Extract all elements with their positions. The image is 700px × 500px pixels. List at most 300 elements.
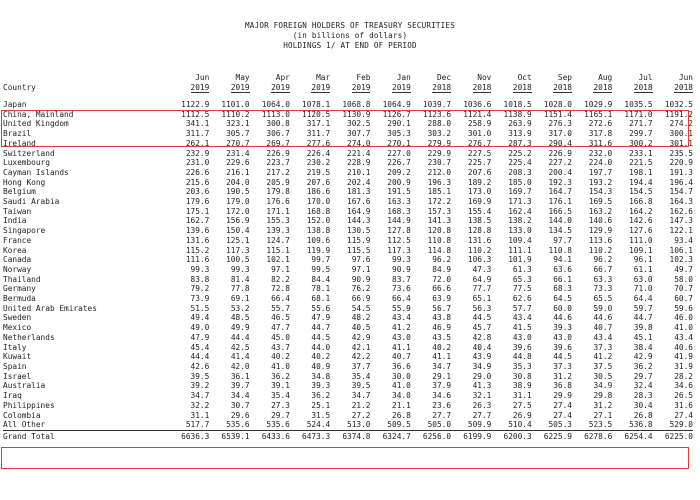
holding-value: 279.9 — [427, 138, 452, 148]
holding-value: 36.6 — [392, 361, 411, 371]
holding-value: 271.7 — [629, 119, 653, 129]
holding-value: 138.5 — [467, 216, 492, 226]
country-name: United Arab Emirates — [3, 303, 97, 313]
holding-value: 35.4 — [271, 391, 290, 401]
holding-value: 277.6 — [306, 138, 331, 148]
table-row — [3, 197, 693, 207]
holding-value: 59.6 — [674, 303, 693, 313]
holding-value: 44.5 — [553, 352, 572, 362]
year-header — [250, 83, 290, 93]
holding-value: 61.3 — [512, 264, 532, 274]
holding-value: 31.1 — [512, 391, 532, 401]
table-row — [3, 313, 693, 323]
holding-value: 209.2 — [387, 167, 411, 177]
holding-value: 509.5 — [387, 420, 411, 430]
holding-value: 230.7 — [427, 158, 452, 168]
holding-value: 39.8 — [633, 323, 653, 333]
holding-value: 172.2 — [427, 197, 452, 207]
holding-value: 64.4 — [633, 294, 653, 304]
holding-value: 96.2 — [593, 255, 613, 265]
table-row — [3, 139, 693, 149]
holding-value: 133.0 — [508, 226, 532, 236]
table-row — [3, 411, 693, 421]
holding-value: 163.2 — [588, 206, 613, 216]
country-name: Australia — [3, 381, 46, 391]
holding-value: 56.7 — [432, 303, 452, 313]
year-header — [653, 83, 693, 93]
holding-value: 175.1 — [185, 206, 210, 216]
table-row — [3, 294, 693, 304]
holding-value: 274.2 — [669, 119, 693, 129]
holding-value: 66.1 — [553, 274, 572, 284]
holding-value: 311.7 — [185, 129, 210, 139]
holding-value: 29.8 — [593, 391, 613, 401]
holding-value: 83.8 — [190, 274, 210, 284]
holding-value: 55.7 — [271, 303, 290, 313]
holding-value: 64.9 — [472, 274, 492, 284]
holding-value: 96.2 — [432, 255, 452, 265]
holding-value: 21.2 — [351, 400, 371, 410]
holding-value: 41.2 — [593, 352, 613, 362]
holding-value: 60.7 — [674, 294, 693, 304]
holding-value: 43.4 — [512, 313, 532, 323]
holding-value: 84.9 — [432, 264, 452, 274]
holding-value: 115.5 — [347, 245, 371, 255]
holding-value: 226.9 — [266, 148, 290, 158]
country-name: Bermuda — [3, 294, 36, 304]
holding-value: 44.8 — [512, 352, 532, 362]
holding-value: 41.0 — [271, 361, 290, 371]
holding-value: 6254.4 — [612, 430, 652, 442]
holding-value: 27.3 — [271, 400, 290, 410]
holding-value: 169.9 — [467, 197, 492, 207]
holding-value: 226.6 — [185, 167, 210, 177]
holding-value: 73.3 — [593, 284, 613, 294]
table-row — [3, 236, 693, 246]
country-name: Colombia — [3, 410, 41, 420]
month-header-row — [3, 73, 693, 83]
holding-value: 41.4 — [230, 352, 250, 362]
holding-value: 44.5 — [311, 332, 331, 342]
table-row — [3, 372, 693, 382]
holding-value: 40.4 — [472, 342, 492, 352]
holding-value: 290.4 — [548, 138, 572, 148]
holding-value: 171.3 — [508, 197, 532, 207]
holding-value: 229.9 — [427, 148, 452, 158]
holding-value: 1064.0 — [261, 100, 290, 109]
holding-value: 27.1 — [593, 410, 613, 420]
holding-value: 164.3 — [669, 197, 693, 207]
holding-value: 171.1 — [266, 206, 290, 216]
holding-value: 226.4 — [306, 148, 331, 158]
table-row — [3, 265, 693, 275]
holding-value: 155.3 — [266, 216, 290, 226]
holding-value: 147.3 — [669, 216, 693, 226]
country-name: Germany — [3, 284, 36, 294]
holding-value: 94.1 — [553, 255, 572, 265]
holding-value: 197.7 — [588, 167, 613, 177]
table-row — [3, 275, 693, 285]
holding-value: 26.5 — [674, 391, 693, 401]
holding-value: 41.0 — [392, 381, 411, 391]
holding-value: 27.5 — [512, 400, 532, 410]
holding-value: 198.1 — [629, 167, 653, 177]
holding-value: 42.0 — [230, 361, 250, 371]
holding-value: 141.3 — [427, 216, 452, 226]
month-header: Oct — [517, 73, 532, 82]
holding-value: 317.0 — [548, 129, 572, 139]
holding-value: 235.5 — [669, 148, 693, 158]
holding-value: 290.1 — [387, 119, 411, 129]
table-row — [3, 168, 693, 178]
holding-value: 6539.1 — [209, 430, 249, 442]
holding-value: 115.1 — [266, 245, 290, 255]
holding-value: 138.2 — [508, 216, 532, 226]
holding-value: 317.8 — [588, 129, 613, 139]
holding-value: 311.7 — [306, 129, 331, 139]
holding-value: 34.6 — [432, 391, 452, 401]
holding-value: 54.5 — [351, 303, 371, 313]
holding-value: 49.7 — [674, 264, 693, 274]
holding-value: 59.7 — [633, 303, 653, 313]
holding-value: 44.6 — [553, 313, 572, 323]
holding-value: 29.6 — [230, 410, 250, 420]
holding-value: 65.3 — [512, 274, 532, 284]
holding-value: 341.1 — [185, 119, 210, 129]
holding-value: 505.3 — [548, 420, 572, 430]
year-header — [290, 83, 330, 93]
holding-value: 113.6 — [588, 235, 613, 245]
holding-value: 32.4 — [633, 381, 653, 391]
holding-value: 40.9 — [311, 361, 331, 371]
holding-value: 190.5 — [226, 187, 250, 197]
holding-value: 300.1 — [669, 129, 693, 139]
country-name: Italy — [3, 342, 27, 352]
holding-value: 272.6 — [588, 119, 613, 129]
holding-value: 1028.0 — [543, 100, 572, 109]
holding-value: 34.9 — [472, 361, 492, 371]
holding-value: 212.0 — [427, 167, 452, 177]
grand-total-row — [3, 430, 693, 442]
holding-value: 168.3 — [387, 206, 411, 216]
holding-value: 276.7 — [467, 138, 492, 148]
holding-value: 53.2 — [230, 303, 250, 313]
holding-value: 6256.0 — [411, 430, 451, 442]
country-header-spacer — [3, 73, 169, 83]
holding-value: 155.4 — [467, 206, 492, 216]
holding-value: 225.4 — [508, 158, 532, 168]
holding-value: 42.6 — [190, 361, 210, 371]
year-header — [572, 83, 612, 93]
holding-value: 34.6 — [674, 381, 693, 391]
holding-value: 205.9 — [266, 177, 290, 187]
table-row — [3, 187, 693, 197]
holding-value: 35.3 — [512, 361, 532, 371]
country-name: Hong Kong — [3, 177, 46, 187]
country-name: Mexico — [3, 323, 32, 333]
holding-value: 210.1 — [347, 167, 371, 177]
holding-value: 77.5 — [512, 284, 532, 294]
year-header — [370, 83, 410, 93]
year-header-label: 2018 — [432, 83, 452, 92]
holding-value: 111.6 — [185, 255, 210, 265]
holding-value: 43.5 — [432, 332, 452, 342]
holding-value: 110.2 — [588, 245, 613, 255]
holding-value: 154.5 — [629, 187, 653, 197]
holding-value: 43.8 — [432, 313, 452, 323]
holding-value: 231.0 — [185, 158, 210, 168]
holding-value: 163.3 — [387, 197, 411, 207]
holding-value: 62.6 — [512, 294, 532, 304]
holding-value: 47.9 — [190, 332, 210, 342]
holding-value: 57.7 — [512, 303, 532, 313]
month-header: Apr — [275, 73, 290, 82]
holding-value: 42.9 — [351, 332, 371, 342]
holding-value: 300.8 — [266, 119, 290, 129]
holding-value: 39.5 — [351, 381, 371, 391]
holding-value: 21.1 — [392, 400, 411, 410]
year-header-label: 2019 — [190, 83, 210, 92]
country-name: Israel — [3, 371, 32, 381]
holding-value: 111.0 — [629, 235, 653, 245]
holding-value: 49.4 — [190, 313, 210, 323]
year-header-label: 2018 — [674, 83, 693, 92]
holding-value: 45.4 — [190, 342, 210, 352]
holding-value: 84.4 — [311, 274, 331, 284]
holding-value: 23.6 — [432, 400, 452, 410]
month-header: Dec — [436, 73, 452, 82]
holding-value: 102.3 — [669, 255, 693, 265]
holding-value: 30.5 — [593, 371, 613, 381]
holding-value: 73.6 — [392, 284, 411, 294]
holding-value: 226.9 — [548, 148, 572, 158]
holding-value: 200.9 — [387, 177, 411, 187]
holding-value: 1101.0 — [221, 100, 250, 109]
holding-value: 39.3 — [311, 381, 331, 391]
holding-value: 65.5 — [593, 294, 613, 304]
country-name: Canada — [3, 255, 32, 265]
month-header: Mar — [316, 73, 331, 82]
holdings-body — [3, 100, 693, 442]
holding-value: 1171.0 — [624, 109, 653, 119]
holding-value: 44.6 — [593, 313, 613, 323]
holding-value: 1138.9 — [503, 109, 532, 119]
holding-value: 227.2 — [548, 158, 572, 168]
holding-value: 185.1 — [427, 187, 452, 197]
holding-value: 69.1 — [230, 294, 250, 304]
holding-value: 39.3 — [553, 323, 572, 333]
table-row — [3, 362, 693, 372]
holding-value: 191.3 — [669, 167, 693, 177]
month-header: Aug — [598, 73, 613, 82]
country-name: Philippines — [3, 400, 55, 410]
holding-value: 47.3 — [472, 264, 492, 274]
holding-value: 6200.3 — [491, 430, 531, 442]
holding-value: 299.7 — [629, 129, 653, 139]
holding-value: 41.2 — [392, 323, 411, 333]
holding-value: 221.4 — [347, 148, 371, 158]
holding-value: 102.1 — [266, 255, 290, 265]
holding-value: 258.9 — [467, 119, 492, 129]
holding-value: 144.9 — [387, 216, 411, 226]
holding-value: 37.3 — [553, 361, 572, 371]
holding-value: 34.7 — [190, 391, 210, 401]
holding-value: 1036.6 — [463, 100, 492, 109]
holding-value: 122.1 — [669, 226, 693, 236]
holding-value: 63.9 — [432, 294, 452, 304]
holding-value: 66.4 — [392, 294, 411, 304]
holding-value: 45.1 — [633, 332, 653, 342]
country-name: Korea — [3, 245, 27, 255]
holding-value: 106.3 — [467, 255, 492, 265]
table-row — [3, 323, 693, 333]
holding-value: 39.2 — [190, 381, 210, 391]
holding-value: 27.7 — [432, 410, 452, 420]
holding-value: 32.1 — [472, 391, 492, 401]
holding-value: 43.4 — [674, 332, 693, 342]
holding-value: 1110.2 — [221, 109, 250, 119]
holding-value: 40.7 — [392, 352, 411, 362]
holding-value: 131.6 — [185, 235, 210, 245]
year-header — [532, 83, 572, 93]
holding-value: 313.9 — [508, 129, 532, 139]
holding-value: 169.7 — [508, 187, 532, 197]
holding-value: 157.3 — [427, 206, 452, 216]
holding-value: 46.5 — [271, 313, 290, 323]
holding-value: 99.3 — [190, 264, 210, 274]
holding-value: 276.3 — [548, 119, 572, 129]
holding-value: 34.8 — [311, 371, 331, 381]
holding-value: 217.2 — [266, 167, 290, 177]
country-name: Norway — [3, 264, 32, 274]
holding-value: 523.5 — [588, 420, 613, 430]
holding-value: 41.1 — [392, 342, 411, 352]
holding-value: 128.8 — [467, 226, 492, 236]
holding-value: 179.0 — [226, 197, 250, 207]
holding-value: 194.4 — [629, 177, 653, 187]
holding-value: 164.2 — [629, 206, 653, 216]
year-header — [209, 83, 249, 93]
country-name: Switzerland — [3, 148, 55, 158]
holding-value: 109.6 — [306, 235, 331, 245]
holding-value: 65.1 — [472, 294, 492, 304]
table-row — [3, 119, 693, 129]
holding-value: 1123.6 — [422, 109, 452, 119]
holding-value: 231.4 — [226, 148, 250, 158]
holding-value: 106.1 — [669, 245, 693, 255]
holding-value: 274.0 — [347, 138, 371, 148]
holding-value: 166.5 — [548, 206, 572, 216]
holding-value: 305.7 — [226, 129, 250, 139]
holding-value: 41.3 — [472, 381, 492, 391]
holding-value: 58.0 — [674, 274, 693, 284]
holding-value: 225.7 — [467, 158, 492, 168]
holding-value: 31.9 — [674, 361, 693, 371]
holding-value: 63.6 — [553, 264, 572, 274]
holding-value: 42.2 — [351, 352, 371, 362]
holding-value: 40.5 — [351, 323, 371, 333]
holding-value: 117.3 — [387, 245, 411, 255]
country-name: Cayman Islands — [3, 167, 69, 177]
holding-value: 1126.7 — [382, 109, 411, 119]
holding-value: 55.9 — [392, 303, 411, 313]
holding-value: 207.6 — [306, 177, 331, 187]
holding-value: 37.7 — [351, 361, 371, 371]
country-name: Belgium — [3, 187, 36, 197]
holding-value: 317.1 — [306, 119, 331, 129]
table-row — [3, 207, 693, 217]
holding-value: 1068.8 — [342, 100, 371, 109]
holding-value: 529.0 — [669, 420, 693, 430]
holding-value: 303.2 — [427, 129, 452, 139]
holding-value: 138.8 — [306, 226, 331, 236]
holding-value: 97.1 — [271, 264, 290, 274]
year-header-label: 2018 — [633, 83, 653, 92]
holding-value: 100.5 — [226, 255, 250, 265]
holding-value: 152.0 — [306, 216, 331, 226]
month-header: Feb — [356, 73, 371, 82]
holding-value: 228.9 — [347, 158, 371, 168]
holding-value: 30.0 — [392, 371, 411, 381]
holding-value: 43.7 — [271, 342, 290, 352]
holding-value: 230.2 — [306, 158, 331, 168]
holding-value: 173.0 — [467, 187, 492, 197]
holding-value: 1112.5 — [181, 109, 210, 119]
holding-value: 125.1 — [226, 235, 250, 245]
holding-value: 154.3 — [588, 187, 613, 197]
holding-value: 301.0 — [467, 129, 492, 139]
holding-value: 150.4 — [226, 226, 250, 236]
holding-value: 44.5 — [472, 313, 492, 323]
holding-value: 39.6 — [512, 342, 532, 352]
holding-value: 93.4 — [674, 235, 693, 245]
table-row — [3, 158, 693, 168]
holding-value: 139.3 — [266, 226, 290, 236]
holding-value: 27.4 — [553, 400, 572, 410]
holding-value: 196.3 — [427, 177, 452, 187]
holding-value: 169.5 — [588, 197, 613, 207]
holding-value: 76.2 — [351, 284, 371, 294]
holding-value: 226.7 — [387, 158, 411, 168]
holding-value: 162.4 — [508, 206, 532, 216]
holding-value: 139.6 — [185, 226, 210, 236]
holding-value: 1039.7 — [422, 100, 452, 109]
holding-value: 73.9 — [190, 294, 210, 304]
year-header — [411, 83, 451, 93]
holding-value: 110.2 — [467, 245, 492, 255]
holding-value: 119.9 — [306, 245, 331, 255]
holding-value: 26.8 — [392, 410, 411, 420]
holding-value: 29.7 — [271, 410, 290, 420]
holding-value: 112.5 — [387, 235, 411, 245]
month-header: Sep — [557, 73, 572, 82]
holdings-table — [3, 73, 693, 442]
country-name: Netherlands — [3, 332, 55, 342]
holding-value: 114.8 — [427, 245, 452, 255]
holding-value: 27.4 — [674, 410, 693, 420]
holding-value: 43.4 — [593, 332, 613, 342]
holding-value: 134.5 — [548, 226, 572, 236]
holding-value: 48.2 — [351, 313, 371, 323]
holding-value: 27.7 — [472, 410, 492, 420]
holding-value: 305.3 — [387, 129, 411, 139]
holding-value: 41.5 — [512, 323, 532, 333]
country-name: Grand Total — [3, 430, 169, 442]
holding-value: 302.5 — [347, 119, 371, 129]
table-row — [3, 149, 693, 159]
table-row — [3, 391, 693, 401]
month-header: Nov — [477, 73, 492, 82]
